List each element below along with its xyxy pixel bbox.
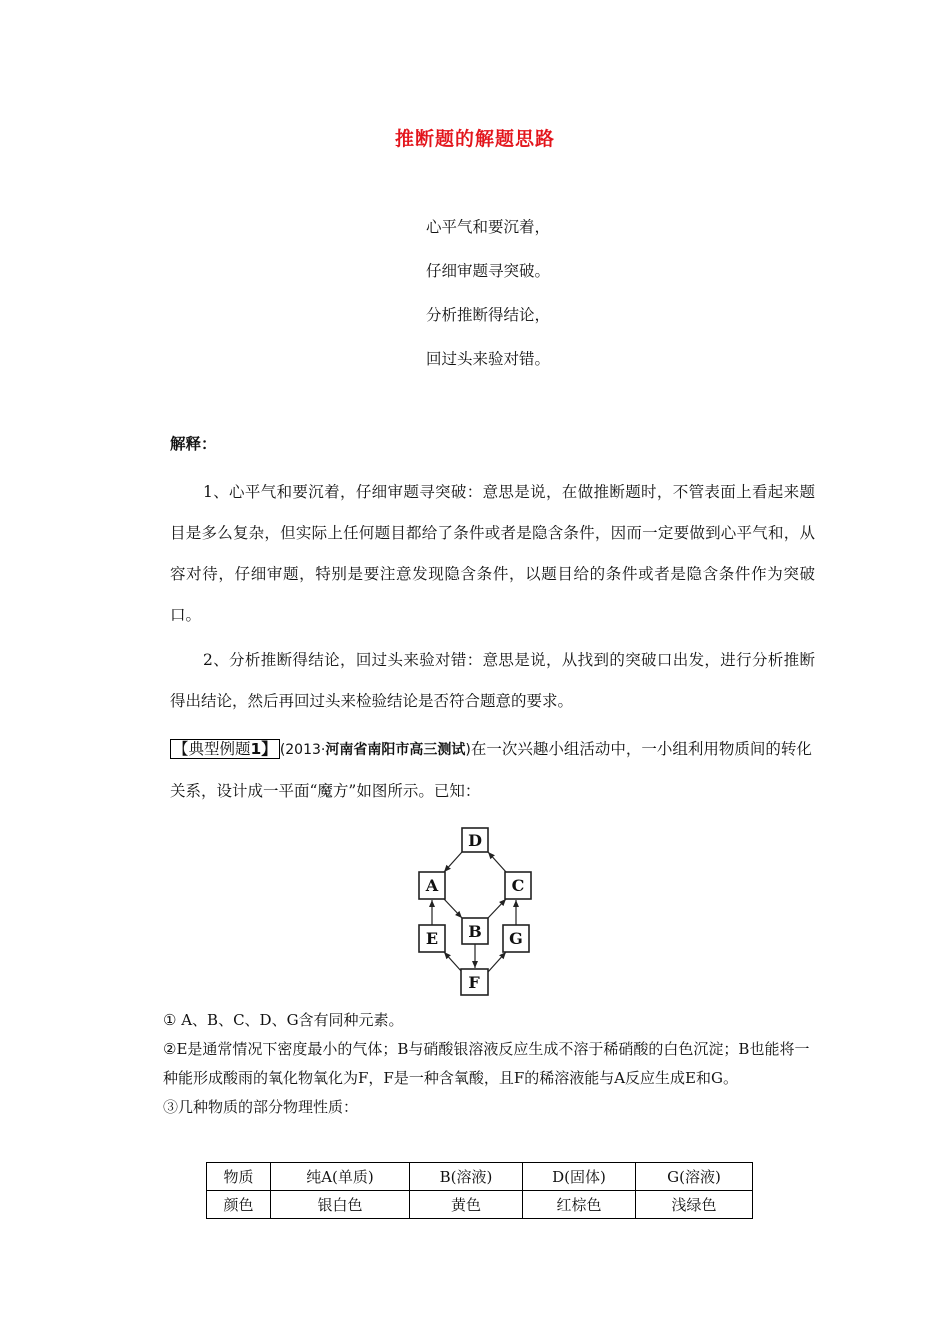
properties-table [206, 1162, 753, 1219]
node-label: A [425, 876, 439, 895]
table-cell: 物质 [207, 1163, 271, 1191]
node-label: E [425, 929, 439, 948]
example-tag-number: 1】 [250, 740, 277, 758]
condition-1: ① A、B、C、D、G含有同种元素。 [163, 1011, 404, 1029]
table-cell: B(溶液) [410, 1163, 523, 1191]
edge-c-to-d [488, 852, 506, 872]
example-tag [170, 739, 280, 759]
node-label: D [468, 831, 482, 850]
known-conditions [163, 1006, 815, 1122]
source-close: ) [465, 742, 471, 758]
paragraph-text: 2、分析推断得结论，回过头来验对错：意思是说，从找到的突破口出发，进行分析推断得出结论，然后再回过头来检验结论是否符合题意的要求。 [170, 651, 815, 710]
table-cell: 颜色 [207, 1191, 271, 1219]
node-label: G [509, 929, 523, 948]
example-problem [170, 729, 815, 812]
node-a [419, 872, 445, 899]
node-c [505, 872, 531, 899]
example-text: 在一次兴趣小组活动中，一小组利用物质间的转化关系，设计成一平面“魔方”如图所示。已知： [170, 740, 812, 800]
condition-2: ②E是通常情况下密度最小的气体；B与硝酸银溶液反应生成不溶于稀硝酸的白色沉淀；B也能将一种能形成酸雨的氧化物氧化为F，F是一种含氧酸，且F的稀溶液能与A反应生成E和G。 [163, 1040, 810, 1087]
table-cell: 纯A(单质) [271, 1163, 410, 1191]
condition-3: ③几种物质的部分物理性质： [163, 1098, 359, 1116]
table-header-row [207, 1163, 753, 1191]
explanation-heading: 解释： [170, 435, 217, 453]
node-e [419, 925, 445, 952]
node-b [462, 918, 488, 944]
table-cell: 黄色 [410, 1191, 523, 1219]
explanation-paragraph-2 [170, 640, 815, 722]
paragraph-text: 1、心平气和要沉着，仔细审题寻突破：意思是说，在做推断题时，不管表面上看起来题目是多么复杂，但实际上任何题目都给了条件或者是隐含条件，因而一定要做到心平气和，从容对待，仔细审题，特别是要注意发现隐含条件，以题目给的条件或者是隐含条件作为突破口。 [170, 483, 815, 624]
table-cell: 浅绿色 [636, 1191, 753, 1219]
poem-line: 分析推断得结论， [426, 306, 551, 324]
node-f [461, 969, 488, 995]
edge-b-to-c [488, 899, 506, 918]
poem-line: 仔细审题寻突破。 [426, 262, 551, 280]
example-source [280, 742, 471, 758]
edge-a-to-b [444, 899, 462, 918]
explanation-paragraph-1 [170, 472, 815, 636]
node-g [503, 925, 529, 952]
table-row [207, 1191, 753, 1219]
mnemonic-poem [426, 212, 550, 388]
table-cell: G(溶液) [636, 1163, 753, 1191]
edge-d-to-a [444, 852, 462, 872]
node-label: B [468, 922, 482, 941]
page-title: 推断题的解题思路 [394, 128, 555, 150]
node-label: C [511, 876, 525, 895]
source-name: 河南省南阳市高三测试 [325, 742, 466, 758]
poem-line: 回过头来验对错。 [426, 350, 551, 368]
node-d [462, 828, 488, 852]
example-tag-label: 【典型例题 [173, 740, 251, 758]
magic-square-diagram [410, 822, 540, 1000]
source-open: (2013· [279, 742, 326, 758]
node-label: F [468, 973, 480, 992]
poem-line: 心平气和要沉着， [426, 218, 551, 236]
edge-f-to-e [444, 952, 462, 972]
table-cell: D(固体) [523, 1163, 636, 1191]
edge-f-to-g [488, 952, 506, 972]
table-cell: 银白色 [271, 1191, 410, 1219]
table-cell: 红棕色 [523, 1191, 636, 1219]
